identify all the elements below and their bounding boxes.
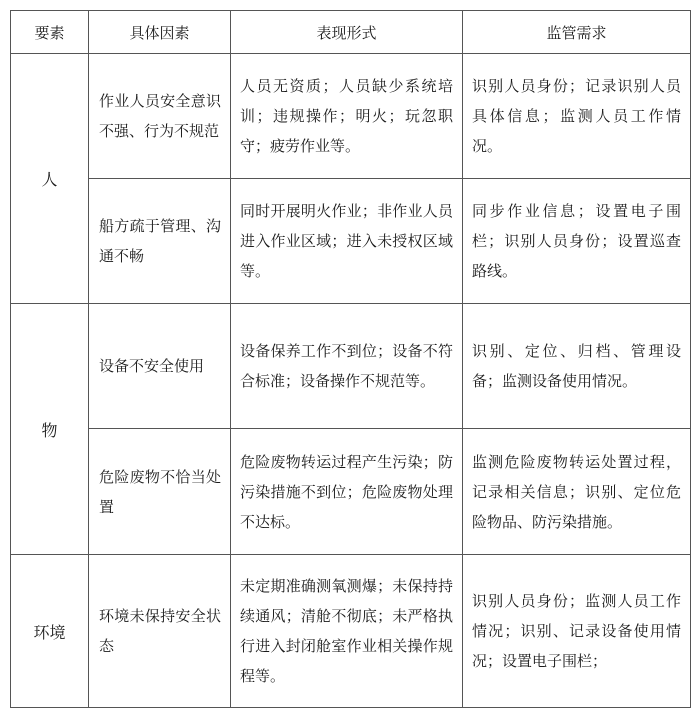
element-cell: 物 xyxy=(11,304,89,555)
table-row xyxy=(11,54,691,179)
header-factor: 具体因素 xyxy=(89,11,231,54)
table-row xyxy=(11,304,691,429)
table-row xyxy=(11,179,691,304)
form-cell: 未定期准确测氧测爆；未保持持续通风；清舱不彻底；未严格执行进入封闭舱室作业相关操作规程等。 xyxy=(231,555,463,708)
need-cell: 识别人员身份；监测人员工作情况；识别、记录设备使用情况；设置电子围栏； xyxy=(463,555,691,708)
factor-cell: 设备不安全使用 xyxy=(89,304,231,429)
form-cell: 设备保养工作不到位；设备不符合标准；设备操作不规范等。 xyxy=(231,304,463,429)
factor-cell: 环境未保持安全状态 xyxy=(89,555,231,708)
need-cell: 识别、定位、归档、管理设备；监测设备使用情况。 xyxy=(463,304,691,429)
table-row xyxy=(11,555,691,708)
form-cell: 人员无资质；人员缺少系统培训；违规操作；明火；玩忽职守；疲劳作业等。 xyxy=(231,54,463,179)
form-cell: 危险废物转运过程产生污染；防污染措施不到位；危险废物处理不达标。 xyxy=(231,429,463,555)
need-cell: 监测危险废物转运处置过程，记录相关信息；识别、定位危险物品、防污染措施。 xyxy=(463,429,691,555)
header-element: 要素 xyxy=(11,11,89,54)
need-cell: 同步作业信息；设置电子围栏；识别人员身份；设置巡查路线。 xyxy=(463,179,691,304)
factor-cell: 作业人员安全意识不强、行为不规范 xyxy=(89,54,231,179)
need-cell: 识别人员身份；记录识别人员具体信息；监测人员工作情况。 xyxy=(463,54,691,179)
regulation-table xyxy=(10,10,691,708)
table-row xyxy=(11,429,691,555)
factor-cell: 危险废物不恰当处置 xyxy=(89,429,231,555)
element-cell: 环境 xyxy=(11,555,89,708)
element-cell: 人 xyxy=(11,54,89,304)
header-row xyxy=(11,11,691,54)
form-cell: 同时开展明火作业；非作业人员进入作业区域；进入未授权区域等。 xyxy=(231,179,463,304)
header-form: 表现形式 xyxy=(231,11,463,54)
header-need: 监管需求 xyxy=(463,11,691,54)
factor-cell: 船方疏于管理、沟通不畅 xyxy=(89,179,231,304)
